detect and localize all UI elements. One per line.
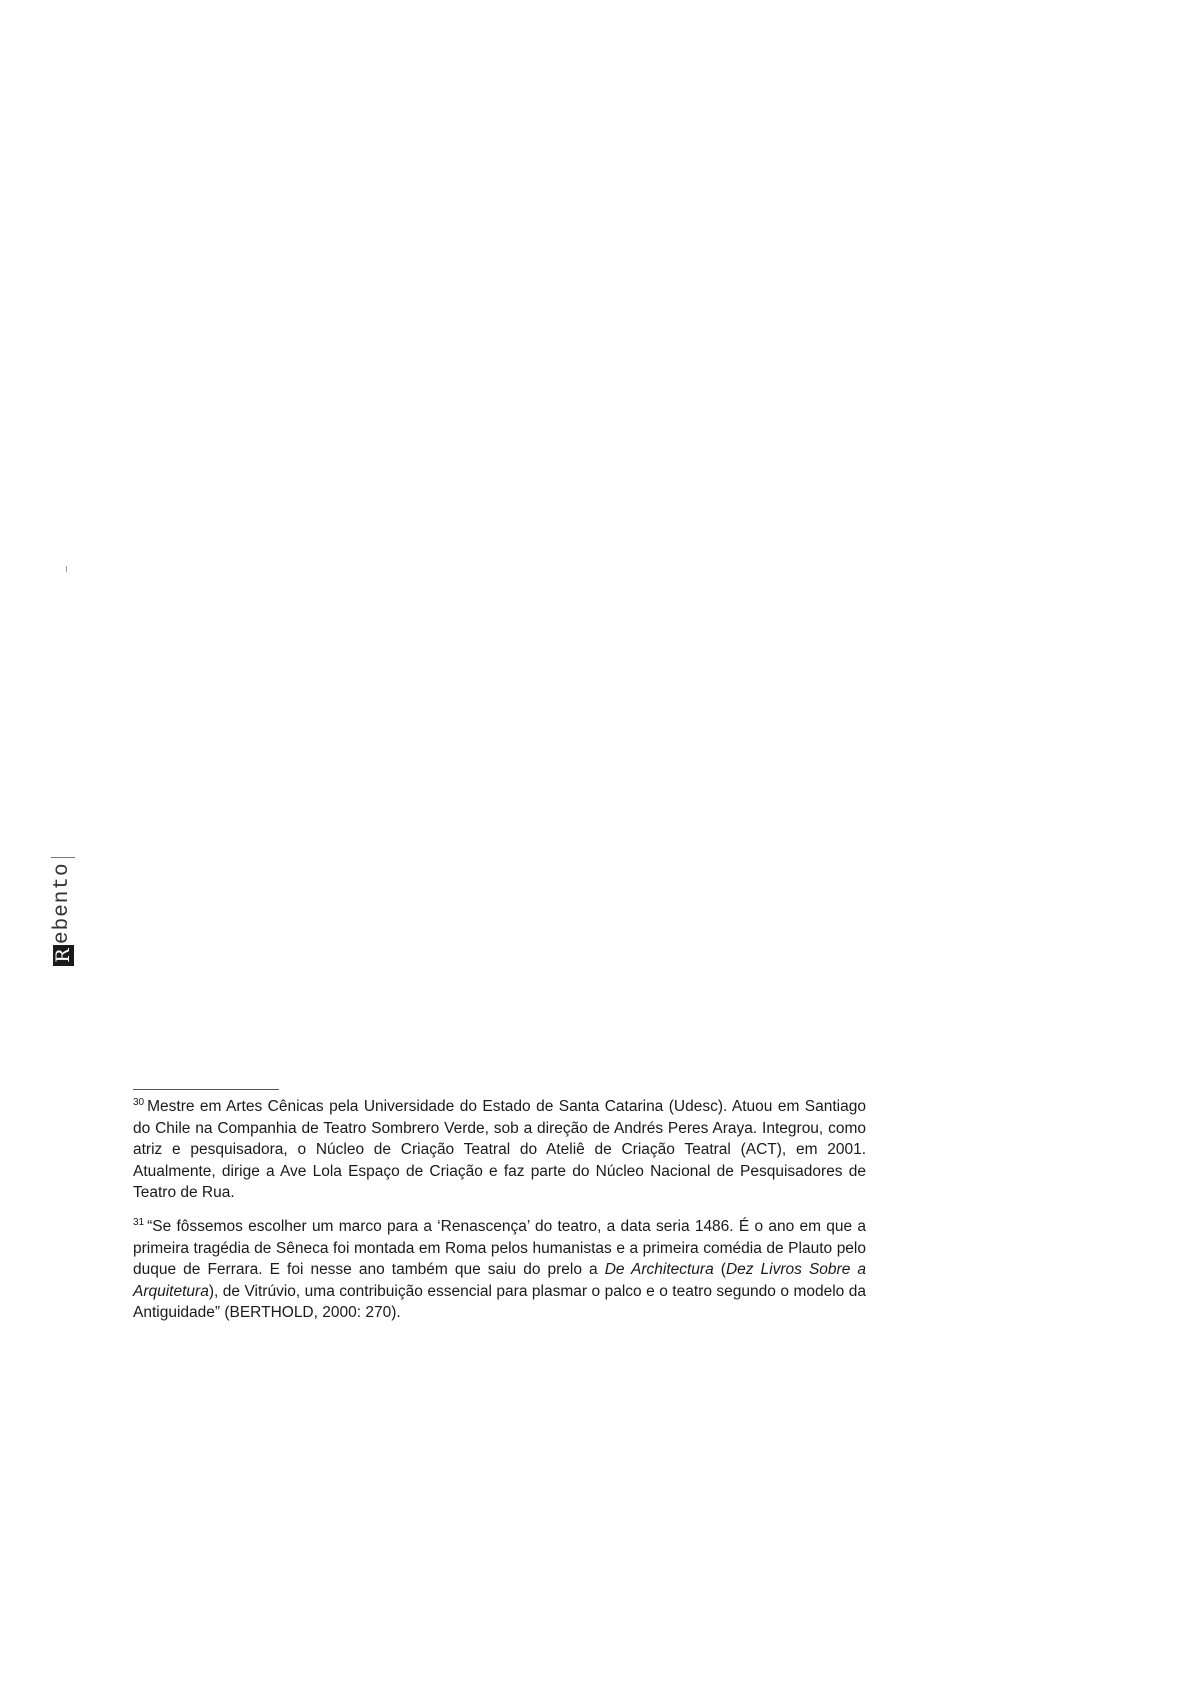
rebento-logo-text [48, 846, 78, 968]
margin-tick-mark [66, 566, 67, 572]
footnote-30 [133, 1096, 866, 1204]
footnote-number: 30 [133, 1096, 145, 1108]
footnote-31 [133, 1216, 866, 1324]
rebento-logo [48, 846, 78, 968]
footnotes-section [133, 1089, 866, 1324]
footnote-text: ), de Vitrúvio, uma contribuição essencial para plasmar o palco e o teatro segundo o modelo da Antiguidade” (BERTHOLD, 2000: 270). [133, 1282, 866, 1322]
footnote-text: ( [713, 1261, 726, 1279]
footnote-separator-rule [133, 1089, 279, 1090]
logo-wordmark: ebento [51, 862, 74, 944]
footnote-text: “Se fôssemos escolher um marco para a ‘Renascença’ do teatro, a data seria 1486. É o ano em que a primeira tragédia de Sêneca foi montada em Roma pelos humanistas e a primeira comédia de Plauto pelo duque de Ferrara. E foi nesse ano também que saiu do prelo a [133, 1217, 866, 1279]
logo-divider [51, 857, 75, 858]
footnote-text: Mestre em Artes Cênicas pela Universidade do Estado de Santa Catarina (Udesc). Atuou em Santiago do Chile na Companhia de Teatro Sombrero Verde, sob a direção de Andrés Peres Araya. Integrou, como atriz e pesquisadora, o Núcleo de Criação Teatral do Ateliê de Criação Teatral (ACT), em 2001. Atualmente, dirige a Ave Lola Espaço de Criação e faz parte do Núcleo Nacional de Pesquisadores de Teatro de Rua. [133, 1098, 866, 1202]
logo-initial-box: R [53, 945, 74, 966]
footnote-book-title: De Architectura [604, 1261, 714, 1279]
footnote-number: 31 [133, 1216, 145, 1228]
footnote-book-subtitle: Dez Livros Sobre a Arquitetura [133, 1261, 866, 1300]
